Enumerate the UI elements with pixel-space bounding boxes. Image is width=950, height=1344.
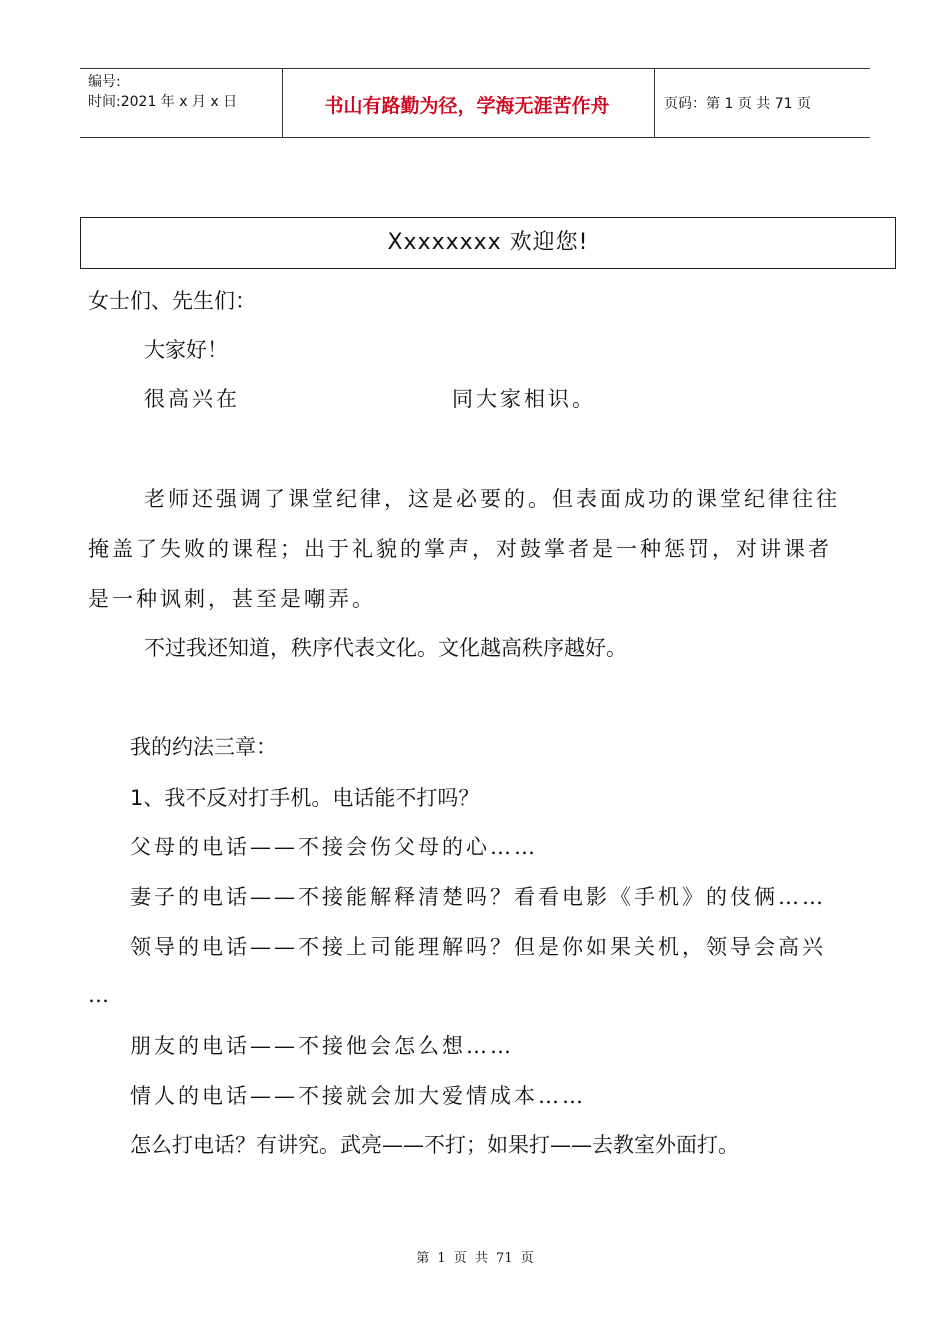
header-meta [88,72,237,112]
culture-statement: 不过我还知道，秩序代表文化。文化越高秩序越好。 [144,636,627,660]
call-boss-line1: 领导的电话——不接上司能理解吗？但是你如果关机，领导会高兴 [130,935,826,959]
welcome-banner: Xxxxxxxx 欢迎您! [80,217,896,269]
how-to-call: 怎么打电话？有讲究。武亮——不打；如果打——去教室外面打。 [130,1133,739,1157]
document-header [80,68,870,138]
header-page-info: 页码：第 1 页 共 71 页 [664,96,811,112]
call-boss-line2: … [88,983,109,1007]
call-lover: 情人的电话——不接就会加大爱情成本…… [130,1084,586,1108]
rules-title: 我的约法三章： [130,735,277,759]
time-label: 时间:2021 年 x 月 x 日 [88,94,238,110]
number-label: 编号: [88,74,121,90]
intro-end: 同大家相识。 [452,387,596,411]
intro-start: 很高兴在 [144,387,240,411]
paragraph-discipline-line1: 老师还强调了课堂纪律，这是必要的。但表面成功的课堂纪律往往 [144,487,840,511]
greeting-ladies-gentlemen: 女士们、先生们： [88,289,256,313]
header-divider [654,69,655,137]
paragraph-discipline-line3: 是一种讽刺，甚至是嘲弄。 [88,587,376,611]
call-wife: 妻子的电话——不接能解释清楚吗？看看电影《手机》的伎俩…… [130,885,826,909]
greeting-hello: 大家好！ [144,338,228,362]
call-parents: 父母的电话——不接会伤父母的心…… [130,835,538,859]
call-friend: 朋友的电话——不接他会怎么想…… [130,1034,514,1058]
header-motto: 书山有路勤为径，学海无涯苦作舟 [324,95,610,117]
paragraph-discipline-line2: 掩盖了失败的课程；出于礼貌的掌声，对鼓掌者是一种惩罚，对讲课者 [88,537,832,561]
rule-1: 1、我不反对打手机。电话能不打吗？ [130,786,480,810]
page-footer: 第 1 页 共 71 页 [416,1251,534,1266]
